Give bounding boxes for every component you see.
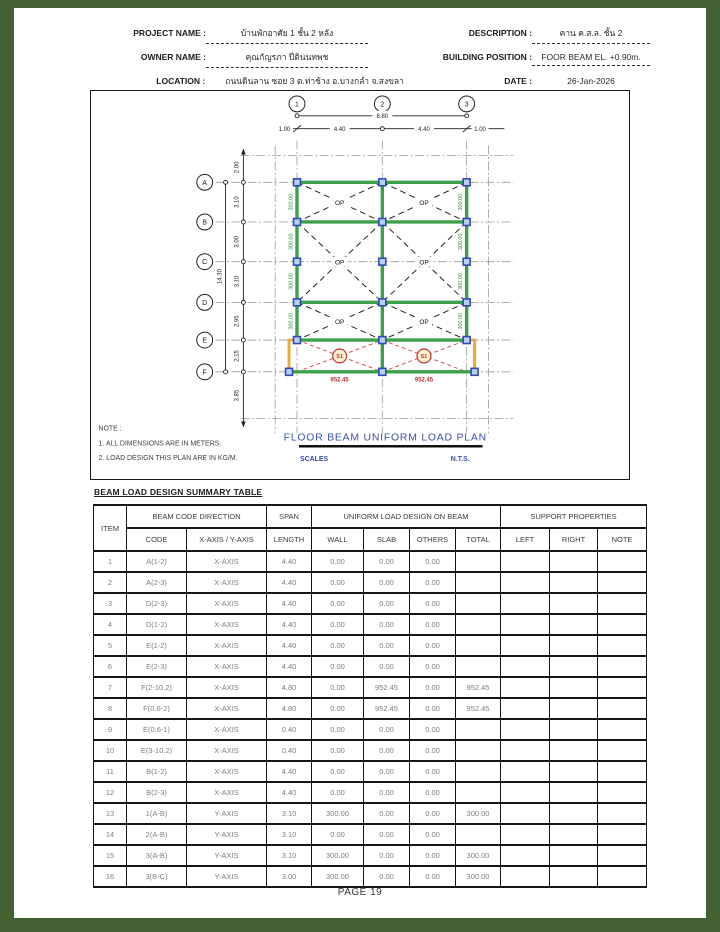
slab-mark-label: S1	[420, 354, 428, 361]
table-cell: X-AXIS	[187, 677, 267, 698]
table-cell: 0.00	[364, 803, 410, 824]
project-name-value: บ้านพักอาศัย 1 ชั้น 2 หลัง	[206, 26, 368, 44]
table-row	[94, 740, 647, 761]
grid-bubble-3: 3	[464, 101, 469, 109]
table-row	[94, 593, 647, 614]
summary-table-body	[94, 551, 647, 887]
col-group-support: SUPPORT PROPERTIES	[501, 505, 647, 528]
table-cell: 3(B-C)	[127, 866, 187, 887]
table-cell	[550, 593, 598, 614]
beam-load-label: 300.00	[458, 312, 465, 330]
table-cell	[598, 803, 647, 824]
note-block	[99, 425, 238, 462]
table-cell: X-AXIS	[187, 614, 267, 635]
table-cell: 0.00	[312, 677, 364, 698]
table-cell: 0.00	[410, 698, 456, 719]
slab-load-label: 952.45	[330, 377, 349, 384]
table-cell: 10	[94, 740, 127, 761]
col-span: SPAN	[267, 505, 312, 528]
table-cell: 0.00	[364, 572, 410, 593]
dim-seg: 4.40	[418, 126, 430, 133]
table-cell: E(3-10.2)	[127, 740, 187, 761]
table-cell: 4.40	[267, 635, 312, 656]
building-position-label: BUILDING POSITION :	[442, 52, 532, 62]
table-cell: 0.00	[410, 677, 456, 698]
table-cell: 0.00	[312, 593, 364, 614]
table-cell	[501, 803, 550, 824]
table-cell: 0.40	[267, 719, 312, 740]
col-right: RIGHT	[550, 528, 598, 551]
drawing-title-block	[284, 432, 487, 463]
table-cell	[550, 824, 598, 845]
dim-seg: 1.00	[474, 126, 486, 133]
table-cell	[550, 803, 598, 824]
table-cell: 0.00	[364, 656, 410, 677]
table-cell: 4.40	[267, 614, 312, 635]
table-cell: 300.00	[312, 866, 364, 887]
table-cell: 300.00	[456, 866, 501, 887]
summary-table	[93, 504, 647, 888]
table-cell: 2(A-B)	[127, 824, 187, 845]
dim-seg: 3.00	[234, 236, 241, 248]
building-position-row	[404, 46, 664, 68]
table-cell: 0.00	[410, 845, 456, 866]
table-cell: X-AXIS	[187, 551, 267, 572]
table-cell: 300.00	[312, 803, 364, 824]
table-cell: 0.00	[364, 614, 410, 635]
col-others: OTHERS	[410, 528, 456, 551]
table-cell: 13	[94, 803, 127, 824]
grid-bubble-b: B	[202, 219, 208, 227]
table-cell: 4.40	[267, 782, 312, 803]
dim-seg: 3.10	[234, 275, 241, 288]
paper-sheet	[14, 8, 706, 918]
col-group-beam-code: BEAM CODE DIRECTION	[127, 505, 267, 528]
table-cell: E(1-2)	[127, 635, 187, 656]
table-cell: X-AXIS	[187, 572, 267, 593]
project-name-row	[64, 22, 424, 44]
table-cell: 0.00	[410, 635, 456, 656]
table-cell	[550, 866, 598, 887]
table-cell: 952.45	[456, 698, 501, 719]
table-cell: 9	[94, 719, 127, 740]
table-cell	[598, 719, 647, 740]
dim-seg: 2.95	[234, 315, 241, 327]
table-cell: 0.00	[312, 782, 364, 803]
table-cell	[598, 551, 647, 572]
table-row	[94, 761, 647, 782]
col-item: ITEM	[94, 505, 127, 551]
table-cell: 0.00	[410, 656, 456, 677]
table-cell: 0.00	[410, 719, 456, 740]
table-row	[94, 656, 647, 677]
table-cell: 0.00	[312, 740, 364, 761]
table-cell: Y-AXIS	[187, 803, 267, 824]
table-cell: 0.00	[312, 572, 364, 593]
dim-overall-x: 8.80	[376, 113, 389, 120]
table-cell: 0.00	[410, 593, 456, 614]
table-cell	[598, 824, 647, 845]
table-cell	[501, 866, 550, 887]
table-cell: 12	[94, 782, 127, 803]
beam-load-label: 300.00	[458, 273, 465, 290]
table-cell: 0.00	[410, 761, 456, 782]
table-cell: Y-AXIS	[187, 824, 267, 845]
note-heading: NOTE :	[98, 425, 122, 433]
table-cell: 0.00	[312, 824, 364, 845]
table-cell: 952.45	[364, 698, 410, 719]
table-cell: 2	[94, 572, 127, 593]
table-cell: X-AXIS	[187, 593, 267, 614]
table-row	[94, 614, 647, 635]
op-label: OP	[419, 259, 429, 267]
table-cell	[501, 551, 550, 572]
scales-label: SCALES	[299, 456, 329, 464]
table-cell	[501, 845, 550, 866]
table-row	[94, 551, 647, 572]
table-cell: 0.00	[410, 614, 456, 635]
table-cell: 0.00	[364, 866, 410, 887]
grid-bubble-e: E	[202, 337, 208, 345]
col-group-uniform-load: UNIFORM LOAD DESIGN ON BEAM	[312, 505, 501, 528]
table-cell: 3.00	[267, 866, 312, 887]
description-row	[404, 22, 664, 44]
table-cell: 0.00	[312, 761, 364, 782]
table-cell	[456, 572, 501, 593]
table-cell	[550, 761, 598, 782]
op-label: OP	[334, 200, 345, 208]
table-cell: 0.00	[410, 824, 456, 845]
page-number: PAGE 19	[337, 887, 383, 898]
table-cell	[550, 845, 598, 866]
table-cell: 0.00	[410, 740, 456, 761]
table-cell: 1(A-B)	[127, 803, 187, 824]
description-label: DESCRIPTION :	[468, 28, 532, 38]
table-cell: 3.10	[267, 824, 312, 845]
table-cell: A(1-2)	[127, 551, 187, 572]
owner-name-label: OWNER NAME :	[140, 52, 206, 62]
table-cell	[550, 677, 598, 698]
table-cell: B(2-3)	[127, 782, 187, 803]
op-label: OP	[419, 200, 429, 208]
table-cell	[598, 782, 647, 803]
table-cell: X-AXIS	[187, 719, 267, 740]
table-cell: 0.00	[312, 719, 364, 740]
op-label: OP	[334, 259, 345, 267]
table-cell	[550, 635, 598, 656]
scale-value: N.T.S.	[450, 456, 470, 464]
table-cell: 3(A-B)	[127, 845, 187, 866]
beam-load-label: 300.00	[458, 233, 465, 251]
table-cell: E(2-3)	[127, 656, 187, 677]
note-line-1: 1. ALL DIMENSIONS ARE IN METERS.	[98, 440, 222, 448]
floor-beam-plan-drawing	[90, 90, 630, 480]
table-cell	[598, 845, 647, 866]
table-cell	[456, 551, 501, 572]
table-cell: F(0.6-2)	[127, 698, 187, 719]
column-grid-bubbles	[289, 96, 475, 112]
table-cell: 5	[94, 635, 127, 656]
table-cell: D(2-3)	[127, 593, 187, 614]
table-cell: A(2-3)	[127, 572, 187, 593]
table-cell: 0.00	[364, 593, 410, 614]
location-value: ถนนดินลาน ซอย 3 ต.ท่าช้าง อ.บางกล่ำ จ.สงขลา	[225, 76, 404, 86]
col-total: TOTAL	[456, 528, 501, 551]
table-cell	[456, 719, 501, 740]
table-cell	[598, 740, 647, 761]
table-cell	[501, 740, 550, 761]
col-slab: SLAB	[364, 528, 410, 551]
table-cell	[501, 572, 550, 593]
table-cell: 4.40	[267, 656, 312, 677]
table-cell: 0.00	[312, 551, 364, 572]
table-cell	[598, 635, 647, 656]
table-cell: 1	[94, 551, 127, 572]
op-label: OP	[334, 319, 345, 327]
table-cell	[550, 551, 598, 572]
table-row	[94, 698, 647, 719]
table-row	[94, 719, 647, 740]
table-cell: X-AXIS	[187, 635, 267, 656]
table-cell: 952.45	[456, 677, 501, 698]
table-cell: X-AXIS	[187, 761, 267, 782]
table-cell: 0.00	[410, 551, 456, 572]
date-value: 26-Jan-2026	[567, 76, 615, 86]
table-cell: 11	[94, 761, 127, 782]
table-cell: 0.00	[410, 572, 456, 593]
table-cell: Y-AXIS	[187, 866, 267, 887]
dim-seg: 2.00	[234, 161, 241, 174]
table-row	[94, 572, 647, 593]
table-cell	[501, 593, 550, 614]
table-cell: 0.00	[364, 824, 410, 845]
table-cell: X-AXIS	[187, 698, 267, 719]
table-cell: 0.00	[312, 698, 364, 719]
table-cell: 4.40	[267, 551, 312, 572]
table-cell: 0.00	[364, 782, 410, 803]
left-dimension-labels	[218, 161, 241, 401]
table-cell: 0.00	[364, 635, 410, 656]
op-label: OP	[419, 319, 429, 327]
dim-seg: 4.40	[333, 126, 346, 133]
dim-seg: 2.15	[234, 350, 241, 362]
table-cell: 3	[94, 593, 127, 614]
beam-load-label: 300.00	[288, 312, 295, 330]
building-position-value: FOOR BEAM EL. +0.90m.	[532, 52, 650, 66]
table-cell	[501, 719, 550, 740]
project-name-label: PROJECT NAME :	[133, 28, 206, 38]
grid-bubble-2: 2	[380, 101, 385, 109]
table-cell: 0.00	[312, 656, 364, 677]
table-cell	[501, 782, 550, 803]
date-label: DATE :	[504, 76, 532, 86]
table-cell	[550, 656, 598, 677]
table-row	[94, 845, 647, 866]
table-cell: 0.00	[410, 803, 456, 824]
beam-load-label: 300.00	[288, 273, 295, 290]
table-cell: 952.45	[364, 677, 410, 698]
dim-seg: 3.85	[234, 389, 241, 402]
table-row	[94, 782, 647, 803]
table-cell: 14	[94, 824, 127, 845]
table-cell	[501, 635, 550, 656]
table-cell	[550, 698, 598, 719]
table-cell: X-AXIS	[187, 782, 267, 803]
table-cell: 0.00	[364, 551, 410, 572]
table-cell: D(1-2)	[127, 614, 187, 635]
grid-bubble-1: 1	[295, 101, 299, 109]
table-cell	[598, 593, 647, 614]
grid-bubble-f: F	[202, 369, 207, 377]
grid-bubble-a: A	[202, 179, 208, 187]
dim-seg: 3.10	[234, 196, 241, 208]
table-cell: 0.00	[364, 740, 410, 761]
table-cell	[550, 782, 598, 803]
table-cell: 3.10	[267, 803, 312, 824]
table-cell	[598, 614, 647, 635]
table-cell: E(0.6-1)	[127, 719, 187, 740]
summary-table-header	[94, 505, 647, 551]
table-cell: B(1-2)	[127, 761, 187, 782]
table-cell	[550, 614, 598, 635]
table-cell	[598, 698, 647, 719]
table-cell: 8	[94, 698, 127, 719]
slab-load-label: 952.45	[414, 377, 434, 384]
table-cell: 6	[94, 656, 127, 677]
note-line-2: 2. LOAD DESIGN THIS PLAN ARE IN KG/M.	[98, 455, 238, 463]
table-row	[94, 635, 647, 656]
beam-load-label: 300.00	[458, 193, 465, 211]
table-cell: 4	[94, 614, 127, 635]
table-cell: 16	[94, 866, 127, 887]
table-cell	[501, 698, 550, 719]
grid-bubble-c: C	[202, 259, 208, 267]
table-row	[94, 866, 647, 887]
table-cell: 0.00	[312, 614, 364, 635]
table-cell: 300.00	[456, 845, 501, 866]
table-cell	[456, 740, 501, 761]
table-cell: 0.00	[312, 635, 364, 656]
table-cell: 4.40	[267, 572, 312, 593]
plan-svg	[91, 91, 628, 478]
table-row	[94, 824, 647, 845]
col-note: NOTE	[598, 528, 647, 551]
beam-load-label: 300.00	[288, 193, 295, 211]
col-axis: X-AXIS / Y-AXIS	[187, 528, 267, 551]
table-cell	[598, 656, 647, 677]
table-title: BEAM LOAD DESIGN SUMMARY TABLE	[94, 487, 263, 497]
slab-mark-label: S1	[336, 354, 343, 361]
table-cell	[501, 614, 550, 635]
dim-seg: 1.00	[278, 126, 291, 133]
table-cell	[598, 866, 647, 887]
table-cell	[550, 740, 598, 761]
table-row	[94, 803, 647, 824]
table-row	[94, 677, 647, 698]
col-length: LENGTH	[267, 528, 312, 551]
dim-overall-y: 14.30	[217, 269, 224, 284]
table-cell	[501, 656, 550, 677]
table-cell: 7	[94, 677, 127, 698]
table-cell: Y-AXIS	[187, 845, 267, 866]
table-cell	[550, 719, 598, 740]
beam-load-label: 300.00	[288, 233, 295, 251]
grid-bubble-d: D	[202, 299, 208, 307]
table-cell: 3.10	[267, 845, 312, 866]
description-value: คาน ค.ส.ล. ชั้น 2	[532, 26, 650, 44]
date-row	[404, 70, 664, 92]
table-cell: 4.80	[267, 677, 312, 698]
table-cell	[501, 824, 550, 845]
owner-name-value: คุณกัญรภา ปีตินนทพช	[206, 50, 368, 68]
location-label: LOCATION :	[156, 76, 206, 86]
location-row	[64, 70, 424, 92]
table-cell: 4.40	[267, 761, 312, 782]
table-cell: 0.00	[410, 782, 456, 803]
table-cell: 0.00	[410, 866, 456, 887]
table-cell: X-AXIS	[187, 740, 267, 761]
table-cell: 0.00	[364, 719, 410, 740]
table-cell	[501, 677, 550, 698]
drawing-title: FLOOR BEAM UNIFORM LOAD PLAN	[283, 432, 487, 444]
table-cell	[456, 656, 501, 677]
table-cell: F(2-10.2)	[127, 677, 187, 698]
table-cell: 15	[94, 845, 127, 866]
row-grid-bubbles	[197, 174, 213, 379]
table-cell: 300.00	[456, 803, 501, 824]
owner-name-row	[64, 46, 424, 68]
table-cell	[598, 761, 647, 782]
table-cell	[456, 593, 501, 614]
table-cell	[456, 782, 501, 803]
table-cell: 0.00	[364, 761, 410, 782]
table-cell: 4.40	[267, 593, 312, 614]
table-cell	[598, 572, 647, 593]
table-cell	[456, 824, 501, 845]
table-cell	[456, 761, 501, 782]
table-cell: 4.80	[267, 698, 312, 719]
table-cell	[501, 761, 550, 782]
table-cell	[456, 635, 501, 656]
table-cell: X-AXIS	[187, 656, 267, 677]
col-wall: WALL	[312, 528, 364, 551]
table-cell: 300.00	[312, 845, 364, 866]
table-cell	[456, 614, 501, 635]
table-cell: 0.00	[364, 845, 410, 866]
table-cell: 0.40	[267, 740, 312, 761]
table-cell	[550, 572, 598, 593]
table-cell	[598, 677, 647, 698]
col-left: LEFT	[501, 528, 550, 551]
col-code: CODE	[127, 528, 187, 551]
